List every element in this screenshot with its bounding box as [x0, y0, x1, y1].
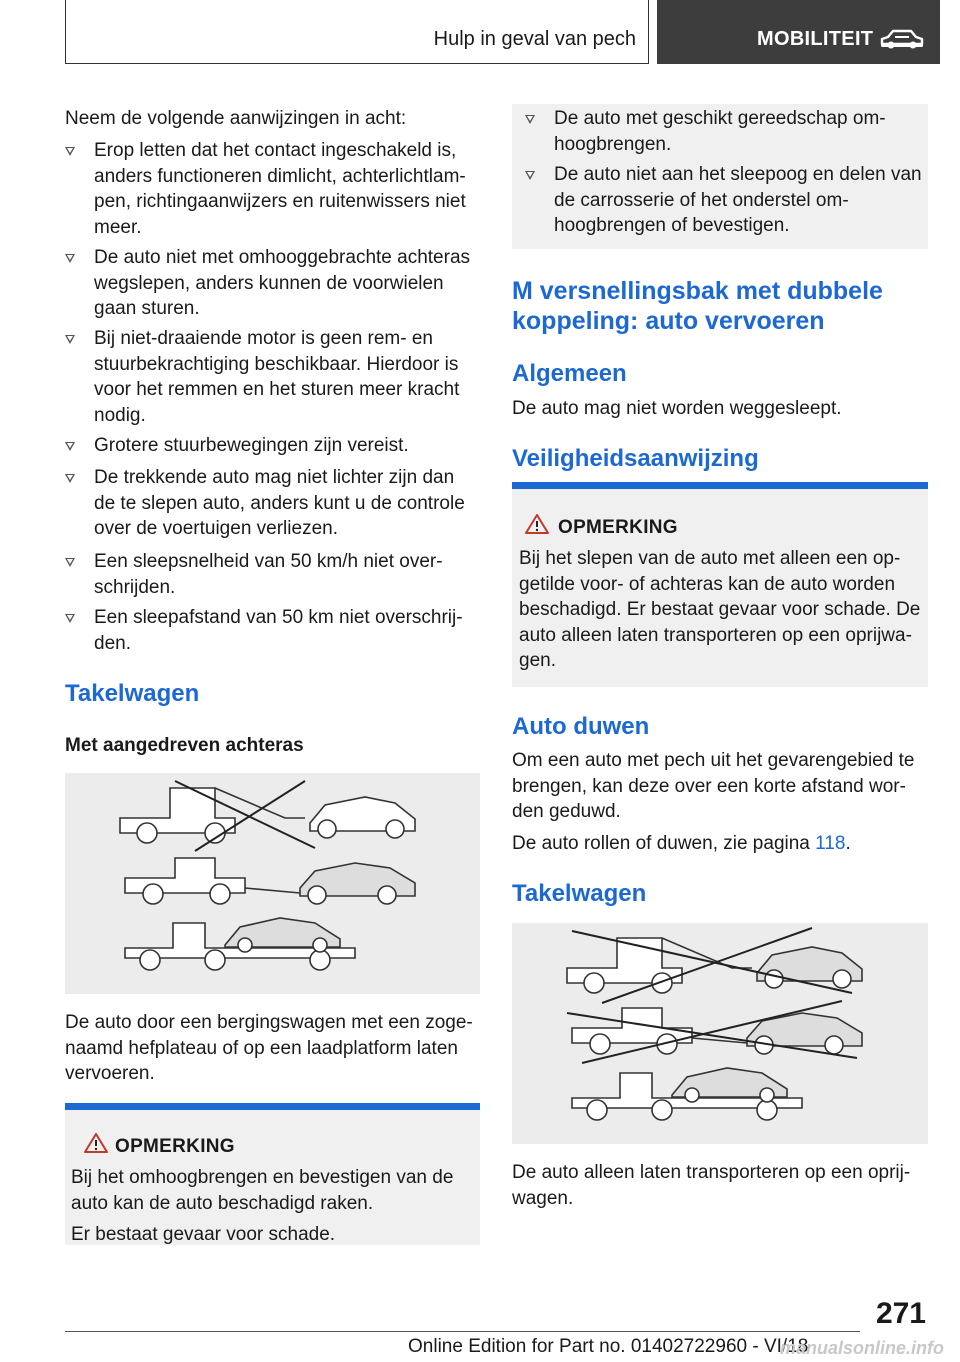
heading-takelwagen-right: Takelwagen	[512, 880, 647, 907]
list-item: Een sleepsnelheid van 50 km/h niet overschrijden.	[65, 549, 480, 600]
car-icon	[878, 28, 926, 52]
triangle-bullet-icon	[65, 442, 75, 451]
warning-triangle-icon	[524, 513, 550, 535]
heading-veiligheidsaanwijzing: Veiligheidsaanwijzing	[512, 445, 759, 472]
triangle-bullet-icon	[525, 115, 535, 124]
note-title-right: OPMERKING	[558, 517, 678, 538]
header-section-title: Hulp in geval van pech	[433, 28, 636, 50]
subheading-aangedreven-achteras: Met aangedreven achteras	[65, 735, 304, 756]
header-chapter-title: MOBILITEIT	[757, 28, 874, 50]
triangle-bullet-icon	[65, 558, 75, 567]
triangle-bullet-icon	[65, 614, 75, 623]
list-item: De auto niet aan het sleepoog en delen van de carrosserie of het onderstel omhoogbrengen of bevestigen.	[525, 162, 925, 239]
list-item: Bij niet-draaiende motor is geen rem- en stuurbekrachtiging beschikbaar. Hierdoor is voor het remmen en het sturen meer kracht nodig.	[65, 326, 480, 428]
watermark: manualsonline.info	[779, 1338, 944, 1358]
tow-truck-figure-left	[65, 773, 480, 994]
page-number: 271	[875, 1297, 926, 1330]
heading-takelwagen-left: Takelwagen	[65, 680, 200, 707]
triangle-bullet-icon	[525, 171, 535, 180]
algemeen-text: De auto mag niet worden weggesleept.	[512, 398, 842, 419]
note-text-left-1: Bij het omhoogbrengen en bevestigen van de auto kan de auto beschadigd raken.	[71, 1167, 454, 1214]
figure-caption-right: De auto alleen laten transporteren op een oprijwagen.	[512, 1162, 911, 1209]
footer-edition: Online Edition for Part no. 01402722960 - VI/18	[408, 1336, 809, 1357]
note-text-left-2: Er bestaat gevaar voor schade.	[71, 1224, 336, 1245]
tow-truck-illustration	[512, 923, 928, 1144]
note-text-right: Bij het slepen van de auto met alleen een opgetilde voor- of achteras kan de auto worden beschadigd. Er bestaat gevaar voor schade. De auto alleen laten transporteren op een oprijwagen.	[519, 548, 921, 671]
note-box-right	[512, 482, 928, 687]
note-title-left: OPMERKING	[115, 1136, 235, 1157]
heading-dubbele-koppeling: M versnellingsbak met dubbele koppeling: auto vervoeren	[512, 277, 883, 335]
tow-truck-figure-right	[512, 923, 928, 1144]
list-item: De trekkende auto mag niet lichter zijn dan de te slepen auto, anders kunt u de controle over de voertuigen verliezen.	[65, 465, 480, 542]
header-chapter-tab	[657, 0, 940, 64]
triangle-bullet-icon	[65, 474, 75, 483]
intro-text: Neem de volgende aanwijzingen in acht:	[65, 108, 407, 129]
triangle-bullet-icon	[65, 335, 75, 344]
list-item: De auto niet met omhooggebrachte achteras wegslepen, anders kunnen de voorwielen gaan sturen.	[65, 245, 480, 322]
note-box-left	[65, 1103, 480, 1245]
figure-caption-left: De auto door een bergingswagen met een zogenaamd hefplateau of op een laadplatform laten vervoeren.	[65, 1012, 473, 1084]
footer-divider	[65, 1331, 860, 1332]
triangle-bullet-icon	[65, 254, 75, 263]
triangle-bullet-icon	[65, 147, 75, 156]
warning-triangle-icon	[83, 1132, 109, 1154]
list-item: Erop letten dat het contact ingeschakeld is, anders functioneren dimlicht, achterlichtlampen, richtingaanwijzers en ruitenwissers niet meer.	[65, 138, 480, 240]
list-item: Een sleepafstand van 50 km niet overschrijden.	[65, 605, 480, 656]
list-item: Grotere stuurbewegingen zijn vereist.	[65, 433, 480, 459]
heading-auto-duwen: Auto duwen	[512, 713, 650, 740]
heading-algemeen: Algemeen	[512, 360, 627, 387]
list-item: De auto met geschikt gereedschap omhoogbrengen.	[525, 106, 925, 157]
header-section-tab	[65, 0, 649, 64]
duwen-reference: De auto rollen of duwen, zie pagina 118.	[512, 833, 851, 854]
page-reference-link[interactable]: 118	[815, 833, 846, 854]
tow-truck-illustration	[65, 773, 480, 994]
duwen-text: Om een auto met pech uit het gevarengebied te brengen, kan deze over een korte afstand worden geduwd.	[512, 750, 915, 822]
